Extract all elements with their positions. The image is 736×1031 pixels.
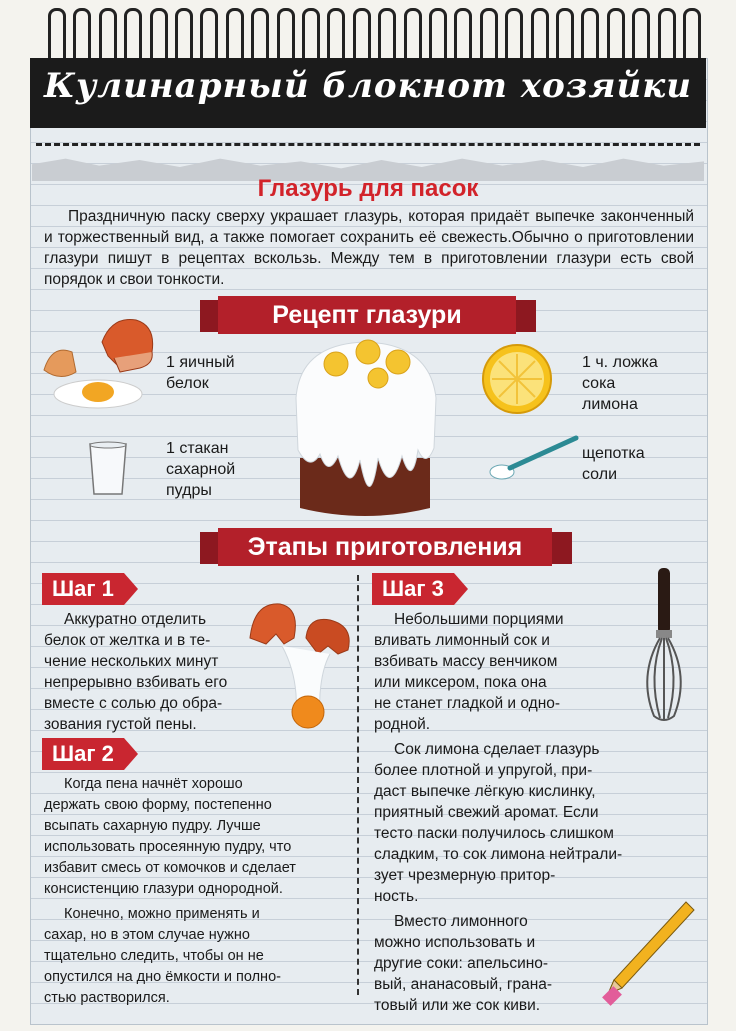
step-text-line: ность. xyxy=(374,888,419,905)
binding-ring xyxy=(302,8,320,63)
ingredient-egg-line: 1 яичный xyxy=(166,354,235,371)
binding-ring xyxy=(150,8,168,63)
step-text-line: использовать просеянную пудру, что xyxy=(44,839,292,855)
step-2-text xyxy=(44,774,359,1009)
cracked-egg-icon xyxy=(38,312,160,422)
step-text-line: более плотной и упругой, при- xyxy=(374,762,593,779)
step-text-line: не станет гладкой и одно- xyxy=(374,695,561,712)
steps-heading: Этапы приготовления xyxy=(218,528,552,566)
ingredient-sugar xyxy=(166,438,235,501)
glass-icon xyxy=(86,440,130,498)
binding-ring xyxy=(327,8,345,63)
spiral-binding xyxy=(30,0,706,60)
binding-ring xyxy=(556,8,574,63)
step-text-line: Когда пена начнёт хорошо xyxy=(64,776,243,792)
step-text-line: даст выпечке лёгкую кислинку, xyxy=(374,783,596,800)
binding-ring xyxy=(581,8,599,63)
step-text-line: взбивать массу венчиком xyxy=(374,653,558,670)
binding-ring xyxy=(429,8,447,63)
step-1-label: Шаг 1 xyxy=(42,573,124,605)
ingredient-salt-line: соли xyxy=(582,466,617,483)
step-text-line: можно использовать и xyxy=(374,934,536,951)
step-text-line: непрерывно взбивать его xyxy=(44,674,228,691)
binding-ring xyxy=(404,8,422,63)
step-text-line: приятный свежий аромат. Если xyxy=(374,804,599,821)
spoon-icon xyxy=(488,432,580,484)
step-text-line: вместе с солью до обра- xyxy=(44,695,223,712)
binding-ring xyxy=(683,8,701,63)
binding-ring xyxy=(531,8,549,63)
step-text-line: Вместо лимонного xyxy=(394,913,528,930)
egg-separation-icon xyxy=(244,598,356,736)
step-1-text xyxy=(44,609,264,735)
step-text-line: Аккуратно отделить xyxy=(64,611,207,628)
recipe-heading: Рецепт глазури xyxy=(218,296,516,334)
binding-ring xyxy=(124,8,142,63)
ingredient-salt xyxy=(582,443,645,485)
step-text-line: Конечно, можно применять и xyxy=(64,906,260,922)
ingredient-sugar-line: сахарной xyxy=(166,461,236,478)
step-text-line: зования густой пены. xyxy=(44,716,197,733)
step-text-line: другие соки: апельсино- xyxy=(374,955,549,972)
page-title: Кулинарный блокнот хозяйки xyxy=(44,66,692,106)
step-text-line: тесто паски получилось слишком xyxy=(374,825,614,842)
step-text-line: держать свою форму, постепенно xyxy=(44,797,272,813)
ingredient-lemon-line: сока xyxy=(582,375,616,392)
step-text-line: белок от желтка и в те- xyxy=(44,632,211,649)
ingredient-lemon-line: лимона xyxy=(582,396,638,413)
binding-ring xyxy=(175,8,193,63)
ingredient-egg xyxy=(166,352,235,394)
step-text-line: товый или же сок киви. xyxy=(374,997,541,1014)
binding-ring xyxy=(454,8,472,63)
step-text-line: опустился на дно ёмкости и полно- xyxy=(44,969,281,985)
lemon-slice-icon xyxy=(480,342,554,416)
binding-ring xyxy=(277,8,295,63)
ingredient-sugar-line: пудры xyxy=(166,482,212,499)
binding-ring xyxy=(226,8,244,63)
step-text-line: консистенцию глазури однородной. xyxy=(44,881,283,897)
ingredient-salt-line: щепотка xyxy=(582,445,645,462)
step-text-line: избавит смесь от комочков и сделает xyxy=(44,860,296,876)
step-text-line: Небольшими порциями xyxy=(394,611,564,628)
ingredient-egg-line: белок xyxy=(166,375,209,392)
binding-ring xyxy=(480,8,498,63)
step-3-label: Шаг 3 xyxy=(372,573,454,605)
step-text-line: сладким, то сок лимона нейтрали- xyxy=(374,846,623,863)
pencil-icon xyxy=(594,898,696,1010)
binding-ring xyxy=(251,8,269,63)
binding-ring xyxy=(607,8,625,63)
step-text-line: вливать лимонный сок и xyxy=(374,632,550,649)
article-title: Глазурь для пасок xyxy=(257,175,479,202)
binding-ring xyxy=(48,8,66,63)
paska-cake-icon xyxy=(290,338,440,520)
step-text-line: или миксером, пока она xyxy=(374,674,547,691)
step-text-line: родной. xyxy=(374,716,431,733)
binding-ring xyxy=(505,8,523,63)
step-2-label: Шаг 2 xyxy=(42,738,124,770)
article-intro: Праздничную паску сверху украшает глазурь, которая придаёт выпечке законченный и торжественный вид, а также помогает сохранить её свежесть.Обычно о приготовлении глазури пишут в рецептах вскользь. Между тем в приготовлении глазури есть свой порядок и свои тонкости. xyxy=(44,208,694,288)
step-text-line: чение нескольких минут xyxy=(44,653,219,670)
binding-ring xyxy=(200,8,218,63)
step-text-line: Сок лимона сделает глазурь xyxy=(394,741,600,758)
ingredient-lemon xyxy=(582,352,658,415)
dashed-divider xyxy=(36,143,700,146)
whisk-icon xyxy=(636,566,692,726)
step-text-line: всыпать сахарную пудру. Лучше xyxy=(44,818,261,834)
header-bar xyxy=(30,58,706,128)
binding-ring xyxy=(99,8,117,63)
binding-ring xyxy=(353,8,371,63)
binding-ring xyxy=(632,8,650,63)
ingredient-lemon-line: 1 ч. ложка xyxy=(582,354,658,371)
binding-ring xyxy=(73,8,91,63)
binding-ring xyxy=(378,8,396,63)
step-text-line: зует чрезмерную притор- xyxy=(374,867,556,884)
binding-ring xyxy=(658,8,676,63)
ingredient-sugar-line: 1 стакан xyxy=(166,440,229,457)
step-text-line: сахар, но в этом случае нужно xyxy=(44,927,250,943)
step-text-line: тщательно следить, чтобы он не xyxy=(44,948,264,964)
step-text-line: вый, ананасовый, грана- xyxy=(374,976,553,993)
step-text-line: стью растворился. xyxy=(44,990,170,1006)
